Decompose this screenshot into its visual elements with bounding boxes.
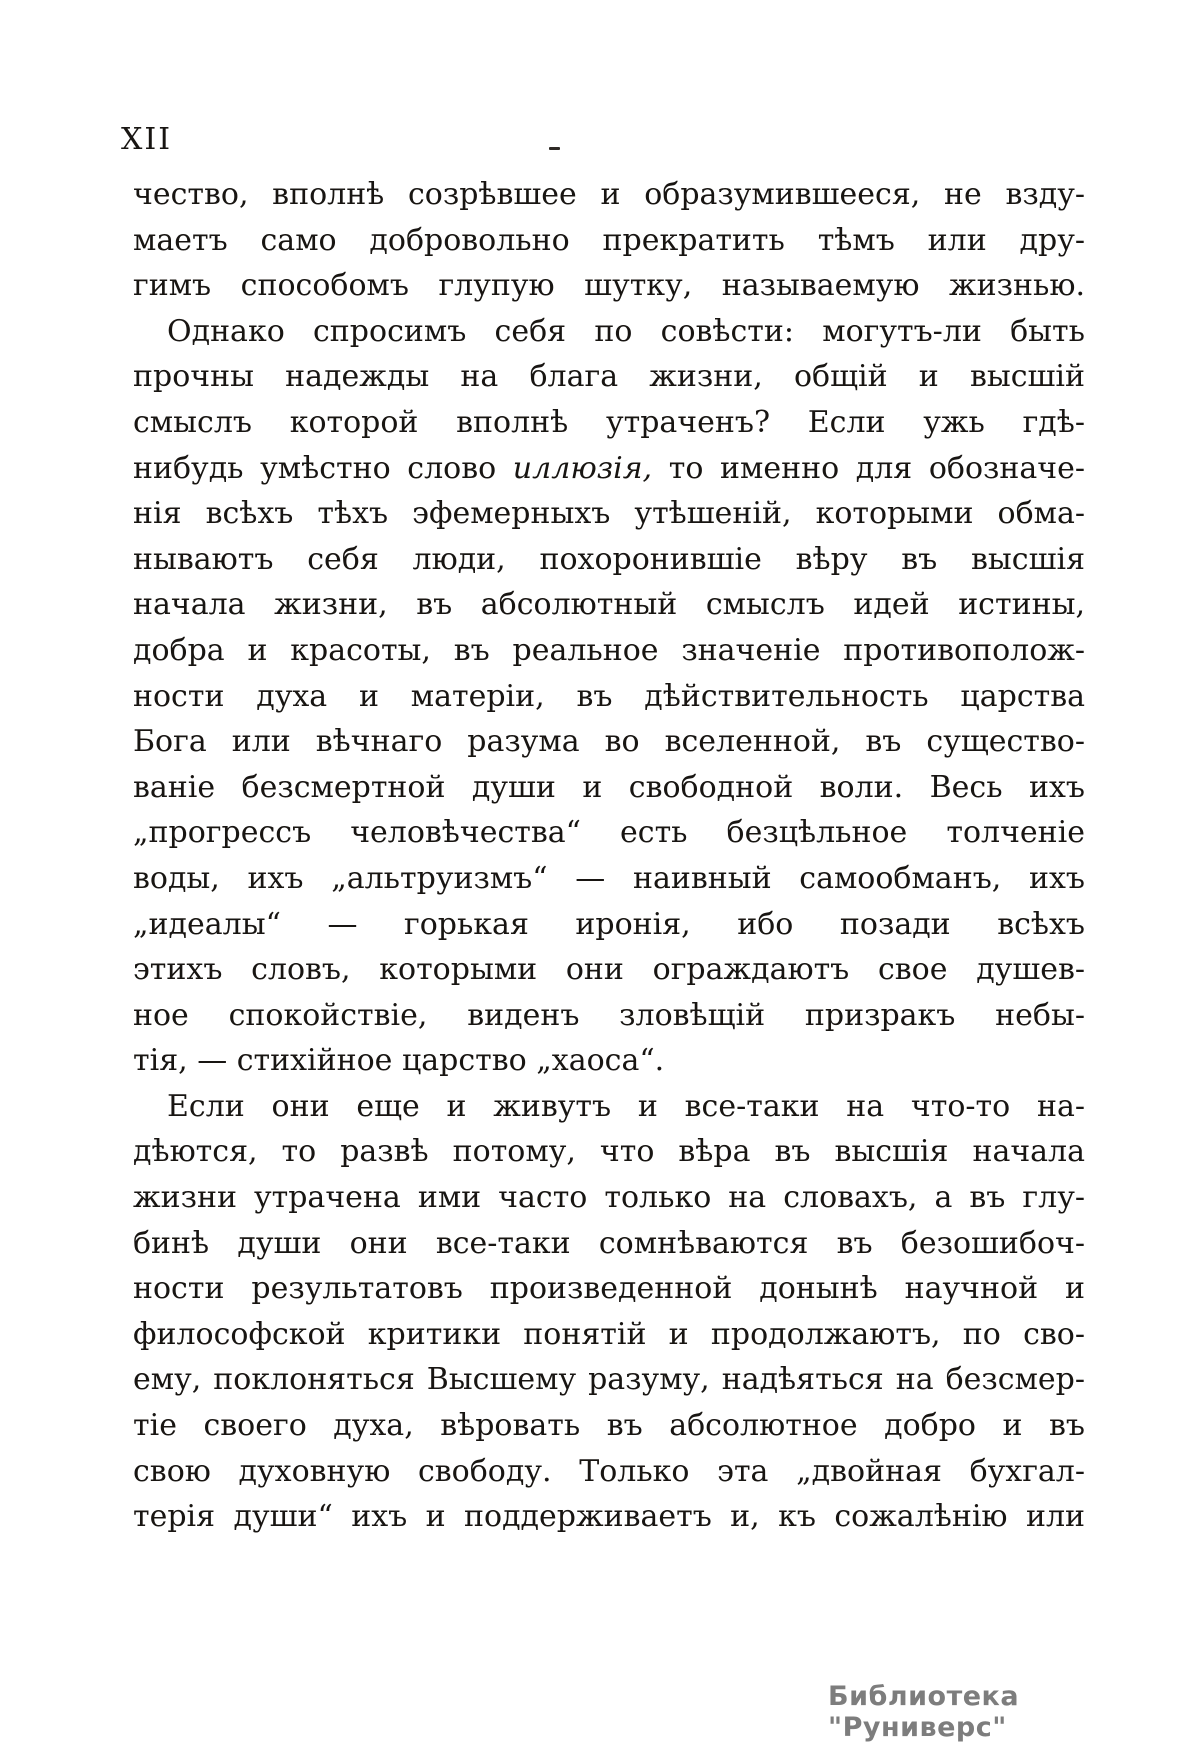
text-line: бинѣ души они все-таки сомнѣваются въ безошибоч-	[133, 1225, 1085, 1261]
text-line: начала жизни, въ абсолютный смыслъ идей истины,	[133, 587, 1085, 623]
text-line: ему, поклоняться Высшему разуму, надѣяться на безсмер-	[133, 1362, 1085, 1398]
library-watermark: Библиотека "Руниверс"	[828, 1681, 1020, 1743]
text-line: свою духовную свободу. Только эта „двойная бухгал-	[133, 1453, 1085, 1489]
text-line: нываютъ себя люди, похоронившіе вѣру въ высшія	[133, 541, 1085, 577]
text-line: добра и красоты, въ реальное значеніе противополож-	[133, 632, 1085, 668]
text-line: маетъ само добровольно прекратить тѣмъ или дру-	[133, 222, 1085, 258]
text-line: тія, — стихійное царство „хаоса“.	[133, 1043, 665, 1079]
text-line: воды, ихъ „альтруизмъ“ — наивный самообманъ, ихъ	[133, 860, 1085, 896]
text-line: нія всѣхъ тѣхъ эфемерныхъ утѣшеній, которыми обма-	[133, 496, 1085, 532]
text-line: Если они еще и живутъ и все-таки на что-то на-	[167, 1088, 1085, 1124]
text-line: философской критики понятій и продолжаютъ, по сво-	[133, 1316, 1085, 1352]
text-line: дѣются, то развѣ потому, что вѣра въ высшія начала	[133, 1134, 1085, 1170]
text-line: гимъ способомъ глупую шутку, называемую жизнью.	[133, 268, 1085, 304]
text-line: ности результатовъ произведенной донынѣ научной и	[133, 1271, 1085, 1307]
text-line: Бога или вѣчнаго разума во вселенной, въ существо-	[133, 724, 1085, 760]
text-line: ности духа и матеріи, въ дѣйствительность царства	[133, 678, 1085, 714]
text-line: терія души“ ихъ и поддерживаетъ и, къ сожалѣнію или	[133, 1499, 1085, 1535]
page-number: XII	[121, 122, 173, 157]
text-line: смыслъ которой вполнѣ утраченъ? Если ужь гдѣ-	[133, 404, 1085, 440]
text-line: ное спокойствіе, виденъ зловѣщій призракъ небы-	[133, 997, 1085, 1033]
text-line: „идеалы“ — горькая иронія, ибо позади всѣхъ	[133, 906, 1085, 942]
scan-artifact-dash	[549, 147, 560, 150]
text-line: этихъ словъ, которыми они ограждаютъ свое душев-	[133, 952, 1085, 988]
text-line: ваніе безсмертной души и свободной воли. Весь ихъ	[133, 769, 1085, 805]
text-line: тіе своего духа, вѣровать въ абсолютное добро и въ	[133, 1408, 1085, 1444]
text-line: „прогрессъ человѣчества“ есть безцѣльное толченіе	[133, 815, 1085, 851]
text-line: Однако спросимъ себя по совѣсти: могутъ-ли быть	[167, 313, 1085, 349]
text-line: нибудь умѣстно слово иллюзія, то именно для обозначе-	[133, 450, 1085, 486]
text-line: чество, вполнѣ созрѣвшее и образумившееся, не взду-	[133, 177, 1085, 212]
text-line: жизни утрачена ими часто только на словахъ, а въ глу-	[133, 1180, 1085, 1216]
text-line: прочны надежды на блага жизни, общій и высшій	[133, 359, 1085, 395]
text-block	[133, 172, 1085, 1540]
